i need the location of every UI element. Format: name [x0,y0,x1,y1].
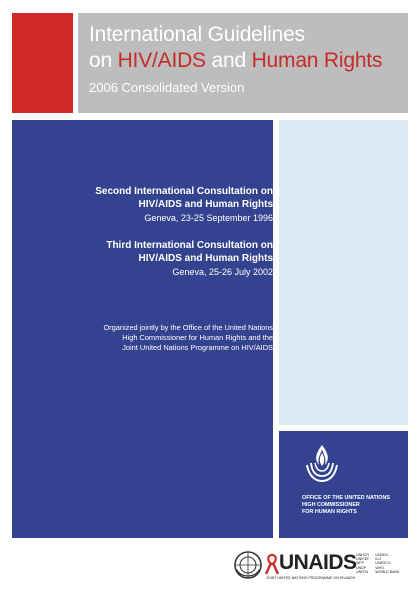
unaids-logo [233,550,408,584]
ohchr-name [302,495,390,515]
cosponsor-item: WORLD BANK [375,569,400,574]
title-line-2 [89,48,405,74]
title-line-1: International Guidelines [89,23,305,46]
subtitle: 2006 Consolidated Version [89,80,245,95]
cosponsor-item: ILO [375,557,382,562]
unaids-wordmark: UNAIDS [279,551,357,574]
title-area [89,22,405,95]
consultation-name-line1: Second International Consultation on [95,186,273,197]
organized-jointly-text [103,323,273,353]
consultation-third [106,240,273,279]
cosponsor-list [356,553,405,574]
cosponsor-item: WHO [375,565,385,570]
cosponsor-item: UNDP [356,565,367,570]
ohchr-line1: OFFICE OF THE UNITED NATIONS [302,495,390,501]
ohchr-line3: FOR HUMAN RIGHTS [302,508,357,515]
consultation-name-line2: HIV/AIDS and Human Rights [138,252,273,264]
cosponsor-column-1 [356,553,369,574]
cosponsor-item: WFP [356,561,364,566]
consultation-place: Geneva, 25-26 July 2002 [172,267,273,277]
consultation-name-line2: HIV/AIDS and Human Rights [138,198,273,210]
cosponsor-column-2 [375,553,399,574]
consultation-place: Geneva, 23-25 September 1996 [144,213,273,223]
cosponsor-item: UNODC [375,553,389,557]
organized-line2: High Commissioner for Human Rights and the [122,333,273,342]
consultation-name-line1: Third International Consultation on [106,240,273,251]
organized-line1: Organized jointly by the Office of the United Nations [103,323,273,332]
ohchr-logo-panel [279,431,408,538]
title-and: and [205,49,252,72]
unaids-tagline: JOINT UNITED NATIONS PROGRAMME ON HIV/AIDS [266,576,356,580]
un-emblem-flame-icon [302,443,342,491]
light-blue-panel [279,120,408,425]
red-color-block [12,13,73,113]
title-hiv-aids: HIV/AIDS [117,49,206,72]
ohchr-line2: HIGH COMMISSIONER [302,501,360,508]
organized-line3: Joint United Nations Programme on HIV/AIDS [122,343,273,352]
cosponsor-item: UNFPA [356,569,368,574]
cosponsor-item: UNHCR [356,553,369,557]
cosponsor-item: UNESCO [375,561,391,566]
title-human-rights: Human Rights [251,49,383,72]
title-prefix: on [89,49,118,72]
consultation-second [95,186,273,225]
un-emblem-icon [233,550,263,580]
cosponsor-item: UNICEF [356,557,370,562]
red-ribbon-icon [265,553,279,575]
